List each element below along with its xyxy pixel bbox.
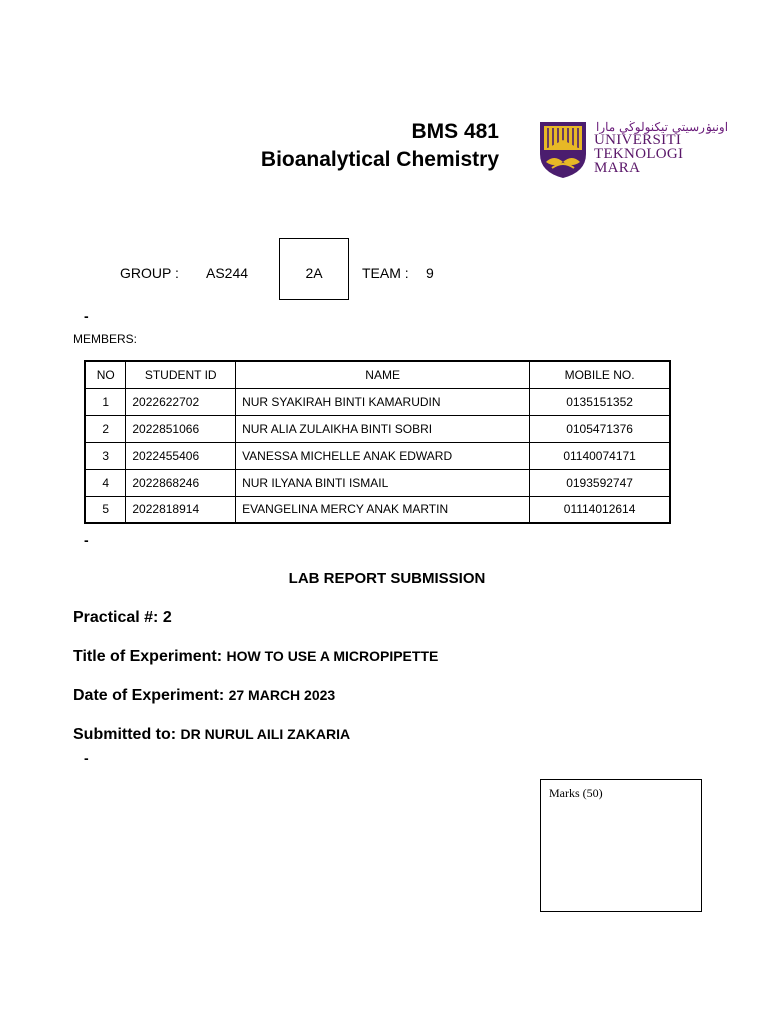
cell-mobile: 0105471376	[530, 415, 670, 442]
date-value: 27 MARCH 2023	[228, 687, 336, 703]
logo-jawi-text: اونيۏرسيتي تيكنولوڬي مارا	[596, 120, 729, 134]
university-logo	[536, 120, 729, 184]
logo-wordmark	[594, 133, 683, 175]
table-row	[85, 388, 670, 415]
group-value: AS244	[206, 265, 249, 281]
cell-no: 5	[85, 496, 126, 523]
logo-line-mara: MARA	[594, 160, 641, 176]
table-row	[85, 496, 670, 523]
cell-student-id: 2022851066	[126, 415, 236, 442]
cell-name: NUR ILYANA BINTI ISMAIL	[236, 469, 530, 496]
cell-student-id: 2022455406	[126, 442, 236, 469]
cell-no: 4	[85, 469, 126, 496]
members-table	[84, 360, 671, 524]
cell-no: 1	[85, 388, 126, 415]
marks-box	[540, 779, 702, 912]
submitted-to-field	[73, 726, 350, 744]
cell-name: EVANGELINA MERCY ANAK MARTIN	[236, 496, 530, 523]
team-label: TEAM :	[362, 265, 409, 281]
dash-marker: -	[84, 532, 89, 548]
practical-field	[73, 609, 172, 627]
members-label: MEMBERS:	[73, 332, 138, 346]
table-row	[85, 469, 670, 496]
logo-line-teknologi: TEKNOLOGI	[594, 146, 684, 162]
cell-name: NUR SYAKIRAH BINTI KAMARUDIN	[236, 388, 530, 415]
cell-no: 3	[85, 442, 126, 469]
shield-icon	[538, 120, 588, 180]
group-box-value: 2A	[305, 265, 323, 281]
cell-no: 2	[85, 415, 126, 442]
group-label: GROUP :	[120, 265, 179, 281]
dash-marker: -	[84, 750, 89, 766]
course-name: Bioanalytical Chemistry	[260, 148, 499, 171]
title-value: HOW TO USE A MICROPIPETTE	[226, 648, 439, 664]
course-code: BMS 481	[411, 120, 499, 143]
team-value: 9	[426, 265, 434, 281]
table-header-row	[85, 361, 670, 388]
practical-value: 2	[162, 609, 172, 626]
table-row	[85, 415, 670, 442]
cell-mobile: 01140074171	[530, 442, 670, 469]
logo-line-universiti: UNIVERSITI	[594, 132, 682, 148]
header-no: NO	[85, 361, 126, 388]
title-field	[73, 648, 438, 666]
date-field	[73, 687, 335, 705]
cell-student-id: 2022868246	[126, 469, 236, 496]
header-name: NAME	[236, 361, 530, 388]
dash-marker: -	[84, 308, 89, 324]
cell-mobile: 01114012614	[530, 496, 670, 523]
table-row	[85, 442, 670, 469]
submitted-label: Submitted to:	[73, 726, 177, 743]
cell-name: VANESSA MICHELLE ANAK EDWARD	[236, 442, 530, 469]
cell-mobile: 0135151352	[530, 388, 670, 415]
header-mobile: MOBILE NO.	[530, 361, 670, 388]
marks-label: Marks (50)	[549, 786, 603, 800]
header-student-id: STUDENT ID	[126, 361, 236, 388]
cell-mobile: 0193592747	[530, 469, 670, 496]
submitted-value: DR NURUL AILI ZAKARIA	[180, 726, 351, 742]
cell-student-id: 2022622702	[126, 388, 236, 415]
date-label: Date of Experiment:	[73, 687, 225, 704]
practical-label: Practical #:	[73, 609, 159, 626]
submission-heading: LAB REPORT SUBMISSION	[288, 570, 486, 587]
cell-name: NUR ALIA ZULAIKHA BINTI SOBRI	[236, 415, 530, 442]
group-box	[279, 238, 349, 300]
title-label: Title of Experiment:	[73, 648, 223, 665]
cell-student-id: 2022818914	[126, 496, 236, 523]
